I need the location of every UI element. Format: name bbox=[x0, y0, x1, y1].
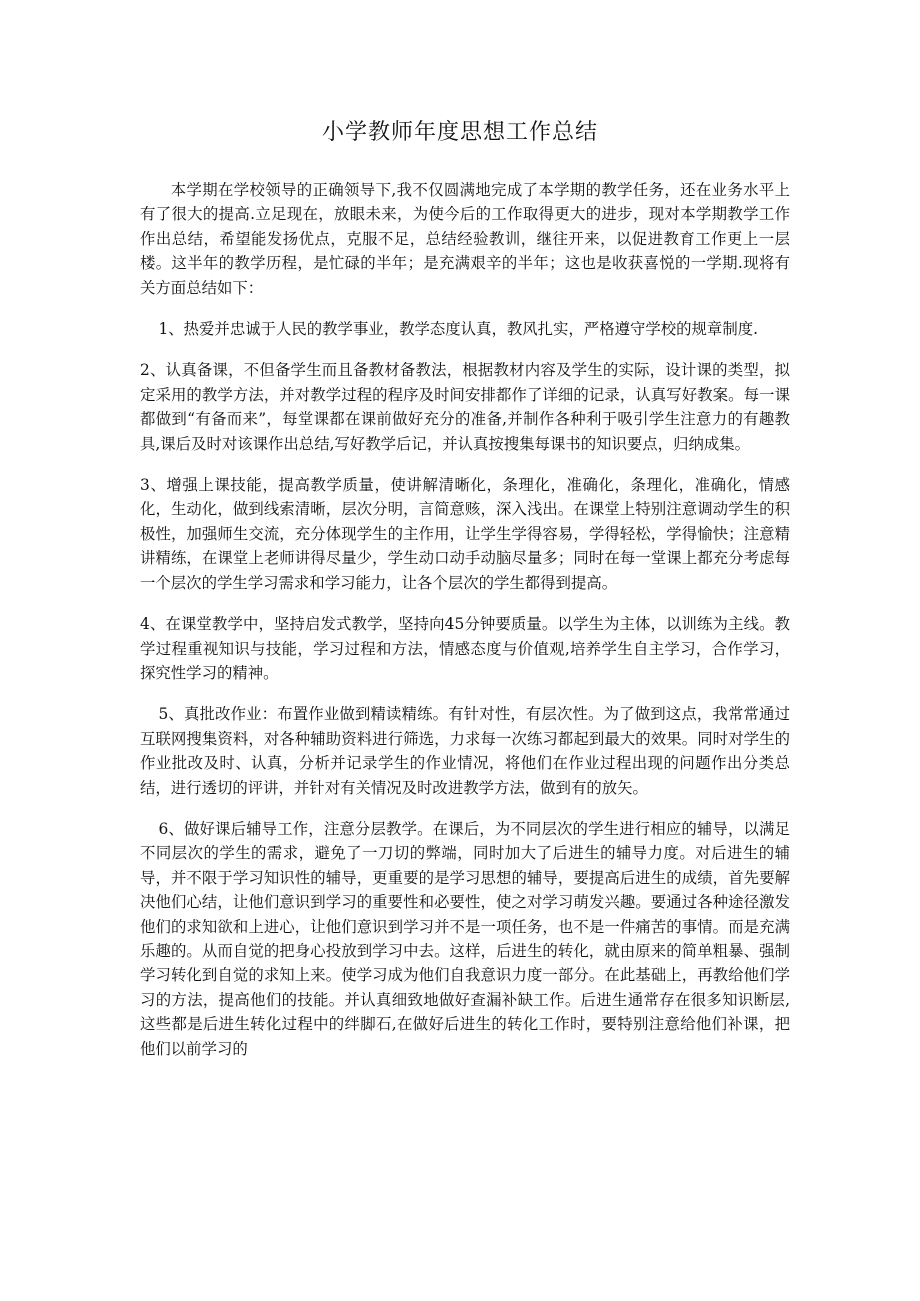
intro-paragraph: 本学期在学校领导的正确领导下,我不仅圆满地完成了本学期的教学任务，还在业务水平上有了很大的提高.立足现在，放眼未来，为使今后的工作取得更大的进步，现对本学期教学工作作出总结，希望能发扬优点，克服不足，总结经验教训，继往开来，以促进教育工作更上一层楼。这半年的教学历程，是忙碌的半年；是充满艰辛的半年；这也是收获喜悦的一学期.现将有关方面总结如下： bbox=[140, 181, 790, 297]
document-title: 小学教师年度思想工作总结 bbox=[321, 120, 598, 145]
point-4-paragraph: 4、在课堂教学中，坚持启发式教学，坚持向45分钟要质量。以学生为主体，以训练为主线。教学过程重视知识与技能，学习过程和方法，情感态度与价值观,培养学生自主学习，合作学习，探究性学习的精神。 bbox=[140, 615, 790, 682]
point-3-paragraph: 3、增强上课技能，提高教学质量，使讲解清晰化，条理化，准确化，条理化，准确化，情感化，生动化，做到线索清晰，层次分明，言简意赅，深入浅出。在课堂上特别注意调动学生的积极性，加强师生交流，充分体现学生的主作用，让学生学得容易，学得轻松，学得愉快；注意精讲精练，在课堂上老师讲得尽量少，学生动口动手动脑尽量多；同时在每一堂课上都充分考虑每一个层次的学生学习需求和学习能力，让各个层次的学生都得到提高。 bbox=[140, 476, 790, 592]
point-1-paragraph: 1、热爱并忠诚于人民的教学事业，教学态度认真，教风扎实，严格遵守学校的规章制度. bbox=[158, 320, 758, 339]
point-5-paragraph: 5、真批改作业：布置作业做到精读精练。有针对性，有层次性。为了做到这点，我常常通过互联网搜集资料，对各种辅助资料进行筛选，力求每一次练习都起到最大的效果。同时对学生的作业批改及时、认真，分析并记录学生的作业情况，将他们在作业过程出现的问题作出分类总结，进行透切的评讲，并针对有关情况及时改进教学方法，做到有的放矢。 bbox=[140, 705, 790, 797]
point-6-paragraph: 6、做好课后辅导工作，注意分层教学。在课后，为不同层次的学生进行相应的辅导，以满足不同层次的学生的需求，避免了一刀切的弊端，同时加大了后进生的辅导力度。对后进生的辅导，并不限于学习知识性的辅导，更重要的是学习思想的辅导，要提高后进生的成绩，首先要解决他们心结，让他们意识到学习的重要性和必要性，使之对学习萌发兴趣。要通过各种途径激发他们的求知欲和上进心，让他们意识到学习并不是一项任务，也不是一件痛苦的事情。而是充满乐趣的。从而自觉的把身心投放到学习中去。这样，后进生的转化，就由原来的简单粗暴、强制学习转化到自觉的求知上来。使学习成为他们自我意识力度一部分。在此基础上，再教给他们学习的方法，提高他们的技能。并认真细致地做好查漏补缺工作。后进生通常存在很多知识断层,这些都是后进生转化过程中的绊脚石,在做好后进生的转化工作时，要特别注意给他们补课，把他们以前学习的 bbox=[140, 819, 790, 1058]
document-body bbox=[140, 178, 790, 1078]
point-2-paragraph: 2、认真备课，不但备学生而且备教材备教法，根据教材内容及学生的实际，设计课的类型，拟定采用的教学方法，并对教学过程的程序及时间安排都作了详细的记录，认真写好教案。每一课都做到“有备而来”，每堂课都在课前做好充分的准备,并制作各种利于吸引学生注意力的有趣教具,课后及时对该课作出总结,写好教学后记，并认真按搜集每课书的知识要点，归纳成集。 bbox=[140, 361, 790, 453]
